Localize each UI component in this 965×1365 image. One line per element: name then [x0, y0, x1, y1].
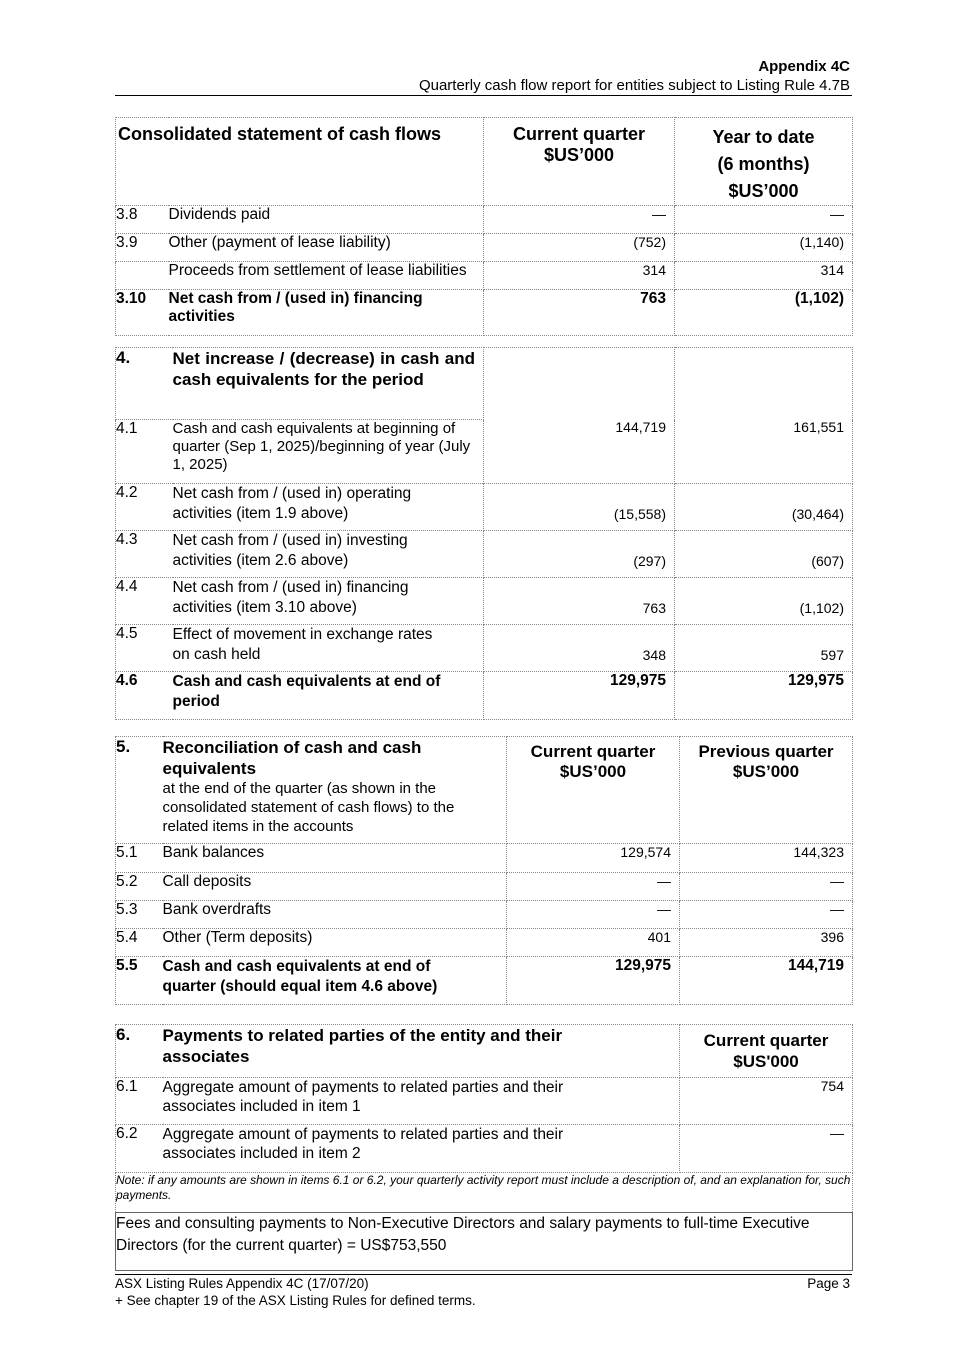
year-to-date-value: (1,140) [675, 234, 853, 262]
current-quarter-value: 144,719 [484, 348, 675, 484]
section-number: 5. [116, 737, 163, 844]
related-party-table [115, 1024, 853, 1271]
table-row [116, 484, 853, 531]
section-title: Net increase / (decrease) in cash and cash equivalents for the period [173, 348, 484, 420]
table-row [116, 929, 853, 957]
page-footer [115, 1274, 852, 1309]
year-to-date-value: 129,975 [675, 672, 853, 720]
item-label: Cash and cash equivalents at end of quarter (should equal item 4.6 above) [163, 957, 507, 1005]
item-number: 6.2 [116, 1125, 163, 1173]
current-quarter-value: — [484, 206, 675, 234]
footer-rule-reference: ASX Listing Rules Appendix 4C (17/07/20) [115, 1276, 369, 1291]
item-number: 4.6 [116, 672, 173, 720]
payments-note: Note: if any amounts are shown in items 6.1 or 6.2, your quarterly activity report must include a description of, and an explanation for, such payments. [116, 1173, 853, 1213]
current-quarter-value: 754 [680, 1078, 853, 1125]
current-quarter-header: Current quarter $US’000 [507, 737, 680, 844]
previous-quarter-value: 144,323 [680, 844, 853, 873]
item-number: 3.10 [116, 290, 169, 336]
reconciliation-table [115, 736, 853, 1005]
section-title-block [163, 737, 507, 844]
year-to-date-value: (607) [675, 531, 853, 578]
current-quarter-value: — [680, 1125, 853, 1173]
item-label: Aggregate amount of payments to related parties and their associates included in item 1 [163, 1078, 680, 1125]
ytd-header-line2: (6 months) [717, 154, 810, 174]
year-to-date-value: (1,102) [675, 290, 853, 336]
table-row [116, 625, 853, 672]
current-quarter-value: 763 [484, 578, 675, 625]
item-number: 4.5 [116, 625, 173, 672]
report-subtitle: Quarterly cash flow report for entities subject to Listing Rule 4.7B [418, 77, 850, 94]
current-quarter-header: Current quarter $US’000 [484, 118, 675, 206]
table-row [116, 672, 853, 720]
current-quarter-value: 129,574 [507, 844, 680, 873]
table-row [116, 901, 853, 929]
current-quarter-value: (15,558) [484, 484, 675, 531]
item-label: Bank balances [163, 844, 507, 873]
item-number: 5.4 [116, 929, 163, 957]
item-label: Net cash from / (used in) financing activities [169, 290, 484, 336]
item-label: Cash and cash equivalents at end of period [173, 672, 484, 720]
item-number [116, 262, 169, 290]
previous-quarter-value: — [680, 873, 853, 901]
current-quarter-value: 129,975 [484, 672, 675, 720]
item-number: 4.4 [116, 578, 173, 625]
item-number: 5.5 [116, 957, 163, 1005]
section-number: 6. [116, 1025, 163, 1078]
item-label: Net cash from / (used in) investing activities (item 2.6 above) [173, 531, 484, 578]
item-label: Other (payment of lease liability) [169, 234, 484, 262]
item-number: 4.1 [116, 420, 173, 484]
table-row [116, 1125, 853, 1173]
footer-definitions-note: + See chapter 19 of the ASX Listing Rules for defined terms. [115, 1293, 476, 1308]
current-quarter-value: 129,975 [507, 957, 680, 1005]
current-quarter-value: — [507, 901, 680, 929]
year-to-date-value: 314 [675, 262, 853, 290]
section-subtitle: at the end of the quarter (as shown in the consolidated statement of cash flows) to the related items in the accounts [162, 780, 455, 835]
previous-quarter-header: Previous quarter $US’000 [680, 737, 853, 844]
item-number: 3.9 [116, 234, 169, 262]
current-quarter-header: Current quarter $US'000 [680, 1025, 853, 1078]
previous-quarter-value: 144,719 [680, 957, 853, 1005]
item-number: 6.1 [116, 1078, 163, 1125]
net-increase-table [115, 347, 853, 720]
item-label: Effect of movement in exchange rates on cash held [173, 625, 484, 672]
current-quarter-value: 401 [507, 929, 680, 957]
current-quarter-value: (297) [484, 531, 675, 578]
year-to-date-value: — [675, 206, 853, 234]
current-quarter-value: — [507, 873, 680, 901]
cash-flow-table [115, 117, 853, 336]
item-label: Aggregate amount of payments to related parties and their associates included in item 2 [163, 1125, 680, 1173]
year-to-date-value: 161,551 [675, 348, 853, 484]
year-to-date-value: (30,464) [675, 484, 853, 531]
ytd-header-line1: Year to date [712, 127, 815, 147]
year-to-date-value: 597 [675, 625, 853, 672]
year-to-date-header [675, 118, 853, 206]
item-label: Net cash from / (used in) operating activities (item 1.9 above) [173, 484, 484, 531]
item-label: Bank overdrafts [163, 901, 507, 929]
table-row [116, 873, 853, 901]
section-title: Reconciliation of cash and cash equivalents [162, 738, 422, 778]
table-row [116, 531, 853, 578]
payments-explanation: Fees and consulting payments to Non-Executive Directors and salary payments to full-time Executive Directors (for the current quarter) = US$753,550 [116, 1213, 853, 1271]
appendix-title: Appendix 4C [758, 58, 850, 75]
section-title: Payments to related parties of the entity and their associates [163, 1025, 680, 1078]
table-row [116, 262, 853, 290]
table-row [116, 957, 853, 1005]
previous-quarter-value: 396 [680, 929, 853, 957]
page-number: Page 3 [807, 1276, 850, 1291]
current-quarter-value: (752) [484, 234, 675, 262]
cash-flow-title: Consolidated statement of cash flows [116, 118, 484, 206]
previous-quarter-value: — [680, 901, 853, 929]
header-divider [115, 95, 852, 96]
item-number: 4.2 [116, 484, 173, 531]
item-label: Dividends paid [169, 206, 484, 234]
table-row [116, 1078, 853, 1125]
item-label: Proceeds from settlement of lease liabilities [169, 262, 484, 290]
item-number: 5.3 [116, 901, 163, 929]
table-row [116, 290, 853, 336]
year-to-date-value: (1,102) [675, 578, 853, 625]
current-quarter-value: 348 [484, 625, 675, 672]
item-number: 5.2 [116, 873, 163, 901]
ytd-header-line3: $US’000 [728, 181, 799, 201]
item-label: Other (Term deposits) [163, 929, 507, 957]
table-row [116, 206, 853, 234]
current-quarter-value: 314 [484, 262, 675, 290]
table-row [116, 234, 853, 262]
item-number: 4.3 [116, 531, 173, 578]
item-number: 5.1 [116, 844, 163, 873]
item-label: Net cash from / (used in) financing activities (item 3.10 above) [173, 578, 484, 625]
item-label: Call deposits [163, 873, 507, 901]
section-number: 4. [116, 348, 173, 420]
item-number: 3.8 [116, 206, 169, 234]
item-label: Cash and cash equivalents at beginning of quarter (Sep 1, 2025)/beginning of year (July 1, 2025) [173, 420, 484, 484]
table-row [116, 844, 853, 873]
table-row [116, 578, 853, 625]
current-quarter-value: 763 [484, 290, 675, 336]
